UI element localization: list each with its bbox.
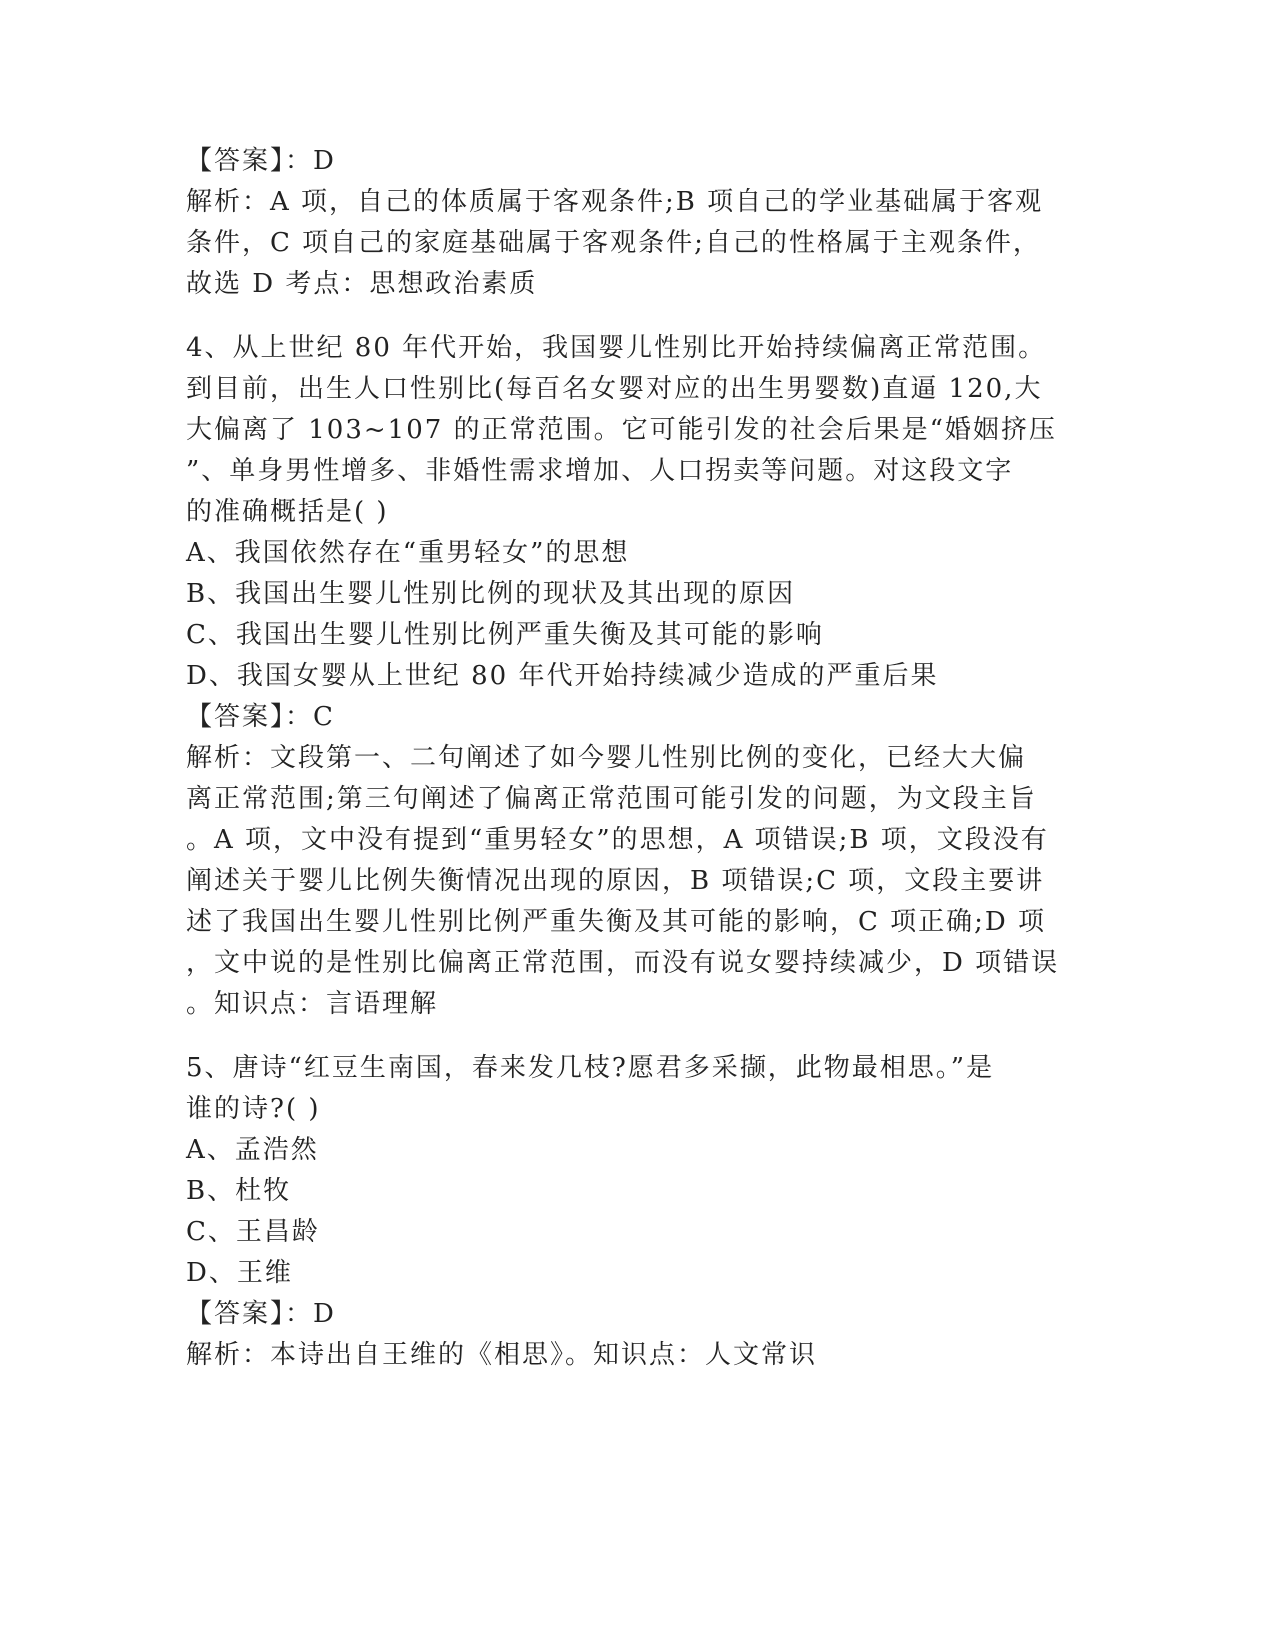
question-4-stem-line: 4、从上世纪 80 年代开始，我国婴儿性别比开始持续偏离正常范围。 — [186, 333, 1047, 363]
analysis-line: 述了我国出生婴儿性别比例严重失衡及其可能的影响，C 项正确;D 项 — [186, 907, 1047, 937]
analysis-line: 解析：A 项，自己的体质属于客观条件;B 项自己的学业基础属于客观 — [186, 187, 1044, 217]
question-4-stem-line: 到目前，出生人口性别比(每百名女婴对应的出生男婴数)直逼 120,大 — [186, 374, 1043, 404]
question-4-option-a: A、我国依然存在“重男轻女”的思想 — [186, 538, 630, 568]
question-5-option-a: A、孟浩然 — [186, 1135, 319, 1165]
analysis-line: 解析：文段第一、二句阐述了如今婴儿性别比例的变化，已经大大偏 — [186, 743, 1027, 773]
analysis-line: 条件，C 项自己的家庭基础属于客观条件;自己的性格属于主观条件， — [186, 228, 1041, 258]
question-4-stem-line: 的准确概括是( ) — [186, 497, 389, 527]
analysis-line: 。A 项，文中没有提到“重男轻女”的思想，A 项错误;B 项，文段没有 — [186, 825, 1049, 855]
question-4-option-d: D、我国女婴从上世纪 80 年代开始持续减少造成的严重后果 — [186, 661, 939, 691]
question-5-option-b: B、杜牧 — [186, 1176, 292, 1206]
question-4-option-c: C、我国出生婴儿性别比例严重失衡及其可能的影响 — [186, 620, 824, 650]
analysis-line: 离正常范围;第三句阐述了偏离正常范围可能引发的问题，为文段主旨 — [186, 784, 1037, 814]
analysis-line: 故选 D 考点：思想政治素质 — [186, 269, 538, 299]
analysis-line: 解析：本诗出自王维的《相思》。知识点：人文常识 — [186, 1340, 818, 1370]
question-4-stem-line: ”、单身男性增多、非婚性需求增加、人口拐卖等问题。对这段文字 — [186, 456, 1014, 486]
answer-label: 【答案】：D — [186, 146, 336, 176]
question-5-option-c: C、王昌龄 — [186, 1217, 320, 1247]
answer-label: 【答案】：C — [186, 702, 335, 732]
analysis-line: 。知识点：言语理解 — [186, 989, 439, 1019]
question-5-stem-line: 谁的诗?( ) — [186, 1094, 321, 1124]
analysis-line: ，文中说的是性别比偏离正常范围，而没有说女婴持续减少，D 项错误 — [186, 948, 1060, 978]
analysis-line: 阐述关于婴儿比例失衡情况出现的原因，B 项错误;C 项，文段主要讲 — [186, 866, 1045, 896]
question-5-option-d: D、王维 — [186, 1258, 293, 1288]
question-5-stem-line: 5、唐诗“红豆生南国，春来发几枝?愿君多采撷，此物最相思。”是 — [186, 1053, 995, 1083]
question-4-option-b: B、我国出生婴儿性别比例的现状及其出现的原因 — [186, 579, 796, 609]
question-4-stem-line: 大偏离了 103~107 的正常范围。它可能引发的社会后果是“婚姻挤压 — [186, 415, 1057, 445]
answer-label: 【答案】：D — [186, 1299, 336, 1329]
